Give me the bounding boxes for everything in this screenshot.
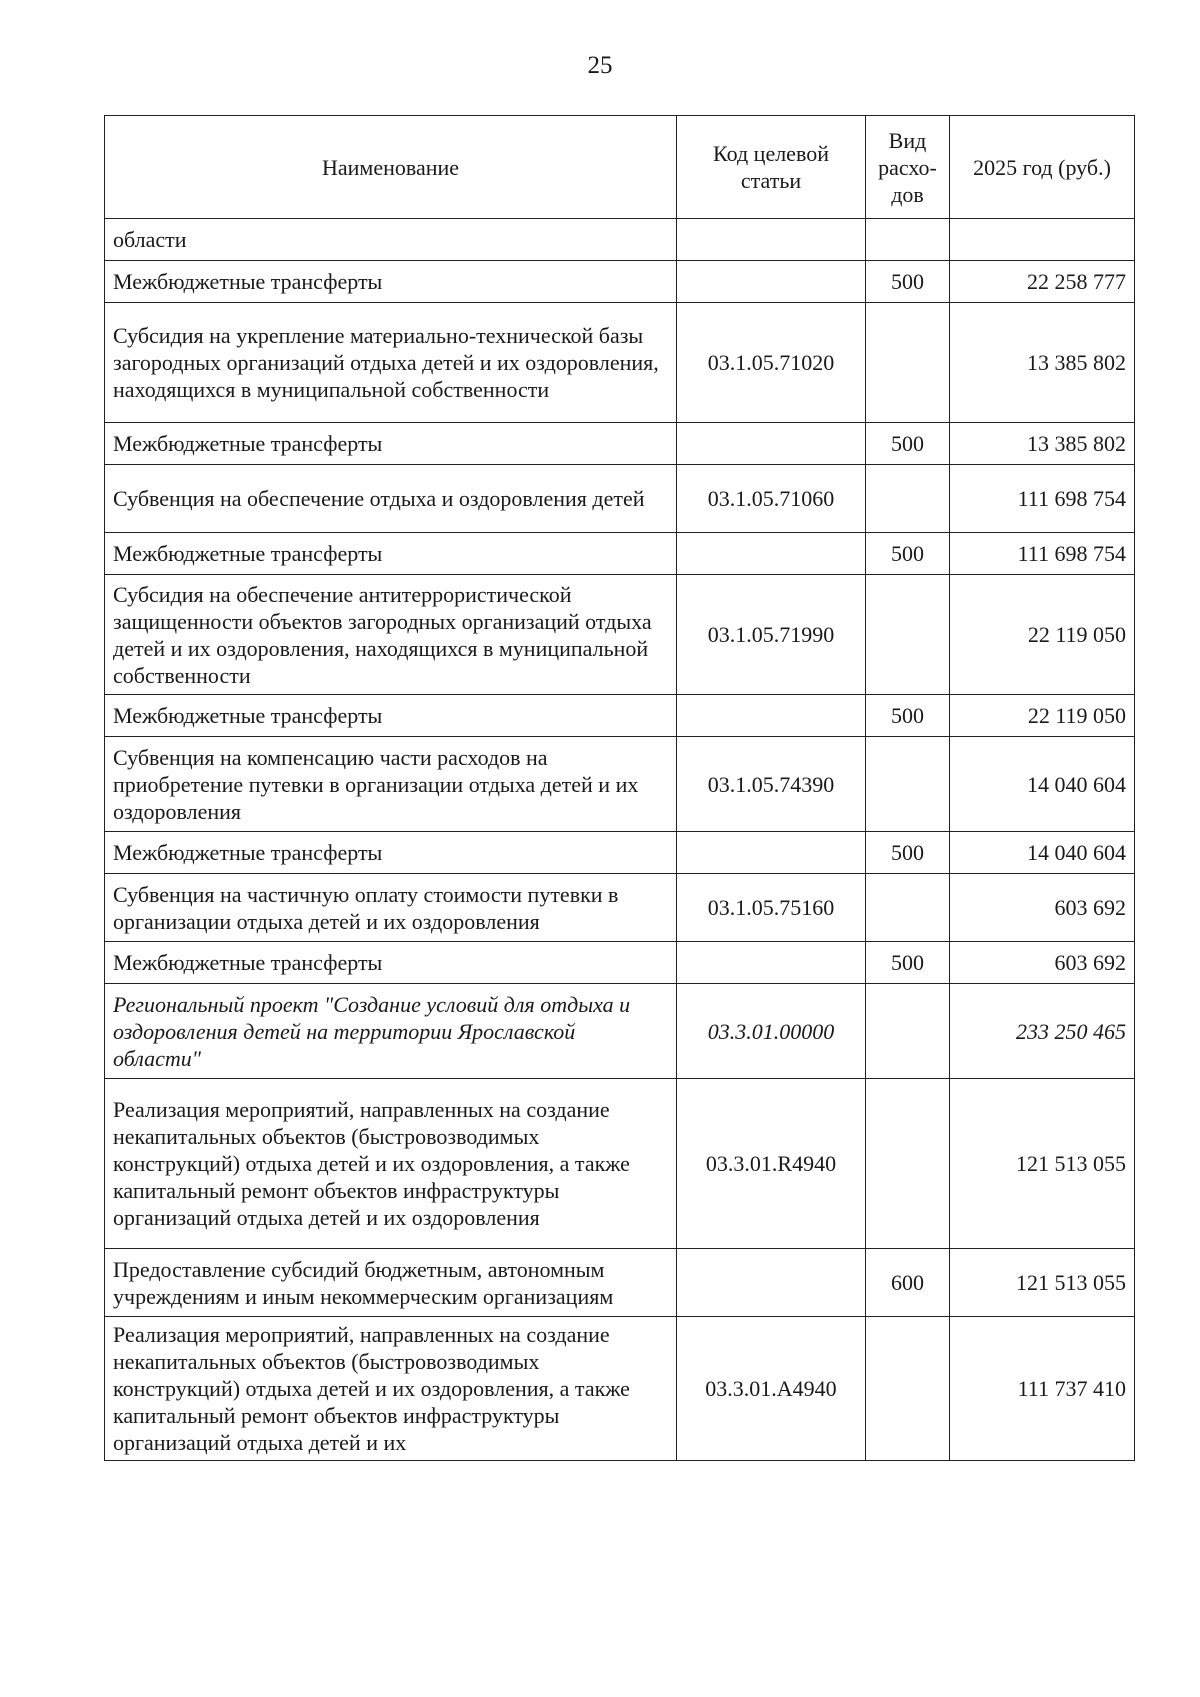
- cell-kind: [866, 219, 950, 261]
- cell-amount: 121 513 055: [950, 1079, 1135, 1249]
- cell-code: 03.3.01.00000: [677, 984, 866, 1079]
- cell-amount: 22 119 050: [950, 695, 1135, 737]
- cell-amount: 22 119 050: [950, 575, 1135, 695]
- table-row: [105, 533, 1135, 575]
- table-row: [105, 303, 1135, 423]
- cell-code: 03.1.05.74390: [677, 737, 866, 832]
- cell-code: [677, 1249, 866, 1317]
- cell-amount: 13 385 802: [950, 303, 1135, 423]
- table-row: [105, 575, 1135, 695]
- cell-kind: [866, 1317, 950, 1461]
- cell-amount: 14 040 604: [950, 832, 1135, 874]
- cell-name: Межбюджетные трансферты: [105, 832, 677, 874]
- cell-kind: [866, 737, 950, 832]
- cell-name: Предоставление субсидий бюджетным, автономным учреждениям и иным некоммерческим организациям: [105, 1249, 677, 1317]
- cell-amount: 111 737 410: [950, 1317, 1135, 1461]
- cell-kind: [866, 874, 950, 942]
- header-amount: 2025 год (руб.): [950, 116, 1135, 219]
- cell-code: 03.1.05.71020: [677, 303, 866, 423]
- header-kind: Вид расхо-дов: [866, 116, 950, 219]
- table-row: [105, 465, 1135, 533]
- cell-kind: 500: [866, 533, 950, 575]
- table-row: [105, 942, 1135, 984]
- cell-amount: 233 250 465: [950, 984, 1135, 1079]
- cell-code: [677, 832, 866, 874]
- cell-code: [677, 533, 866, 575]
- cell-name: области: [105, 219, 677, 261]
- cell-name: Межбюджетные трансферты: [105, 695, 677, 737]
- cell-amount: 603 692: [950, 874, 1135, 942]
- table-row: [105, 219, 1135, 261]
- cell-name: Межбюджетные трансферты: [105, 423, 677, 465]
- cell-kind: [866, 465, 950, 533]
- cell-amount: 111 698 754: [950, 465, 1135, 533]
- cell-code: 03.1.05.71060: [677, 465, 866, 533]
- cell-name: Региональный проект "Создание условий для отдыха и оздоровления детей на территории Ярославской области": [105, 984, 677, 1079]
- cell-kind: [866, 1079, 950, 1249]
- cell-code: 03.3.01.R4940: [677, 1079, 866, 1249]
- cell-amount: 603 692: [950, 942, 1135, 984]
- cell-name: Реализация мероприятий, направленных на создание некапитальных объектов (быстровозводимых конструкций) отдыха детей и их оздоровления, а также капитальный ремонт объектов инфраструктуры организаций отдыха детей и их: [105, 1317, 677, 1461]
- table-row: [105, 984, 1135, 1079]
- cell-kind: 500: [866, 261, 950, 303]
- table-header-row: [105, 116, 1135, 219]
- cell-kind: [866, 984, 950, 1079]
- table-row: [105, 874, 1135, 942]
- cell-name: Субсидия на обеспечение антитеррористической защищенности объектов загородных организаций отдыха детей и их оздоровления, находящихся в муниципальной собственности: [105, 575, 677, 695]
- cell-code: [677, 942, 866, 984]
- page-number: 25: [587, 52, 613, 79]
- cell-amount: 13 385 802: [950, 423, 1135, 465]
- table-row: [105, 1249, 1135, 1317]
- cell-code: 03.1.05.71990: [677, 575, 866, 695]
- table-row: [105, 1079, 1135, 1249]
- cell-name: Реализация мероприятий, направленных на создание некапитальных объектов (быстровозводимых конструкций) отдыха детей и их оздоровления, а также капитальный ремонт объектов инфраструктуры организаций отдыха детей и их оздоровления: [105, 1079, 677, 1249]
- table-row: [105, 261, 1135, 303]
- header-code: Код целевой статьи: [677, 116, 866, 219]
- cell-code: 03.1.05.75160: [677, 874, 866, 942]
- cell-code: 03.3.01.A4940: [677, 1317, 866, 1461]
- cell-kind: 500: [866, 942, 950, 984]
- cell-amount: [950, 219, 1135, 261]
- cell-amount: 111 698 754: [950, 533, 1135, 575]
- table-row: [105, 1317, 1135, 1461]
- cell-name: Субвенция на частичную оплату стоимости путевки в организации отдыха детей и их оздоровления: [105, 874, 677, 942]
- cell-kind: 500: [866, 423, 950, 465]
- cell-name: Субсидия на укрепление материально-технической базы загородных организаций отдыха детей и их оздоровления, находящихся в муниципальной собственности: [105, 303, 677, 423]
- table-row: [105, 832, 1135, 874]
- cell-name: Субвенция на обеспечение отдыха и оздоровления детей: [105, 465, 677, 533]
- cell-code: [677, 695, 866, 737]
- cell-name: Межбюджетные трансферты: [105, 261, 677, 303]
- cell-kind: 600: [866, 1249, 950, 1317]
- table-row: [105, 737, 1135, 832]
- cell-kind: [866, 303, 950, 423]
- cell-code: [677, 423, 866, 465]
- table-row: [105, 695, 1135, 737]
- cell-name: Межбюджетные трансферты: [105, 533, 677, 575]
- cell-amount: 14 040 604: [950, 737, 1135, 832]
- cell-code: [677, 261, 866, 303]
- cell-amount: 22 258 777: [950, 261, 1135, 303]
- cell-name: Межбюджетные трансферты: [105, 942, 677, 984]
- budget-table: [104, 115, 1135, 1461]
- table-row: [105, 423, 1135, 465]
- cell-kind: [866, 575, 950, 695]
- cell-name: Субвенция на компенсацию части расходов на приобретение путевки в организации отдыха детей и их оздоровления: [105, 737, 677, 832]
- cell-kind: 500: [866, 695, 950, 737]
- header-name: Наименование: [105, 116, 677, 219]
- table-body: [105, 219, 1135, 1461]
- cell-code: [677, 219, 866, 261]
- cell-kind: 500: [866, 832, 950, 874]
- cell-amount: 121 513 055: [950, 1249, 1135, 1317]
